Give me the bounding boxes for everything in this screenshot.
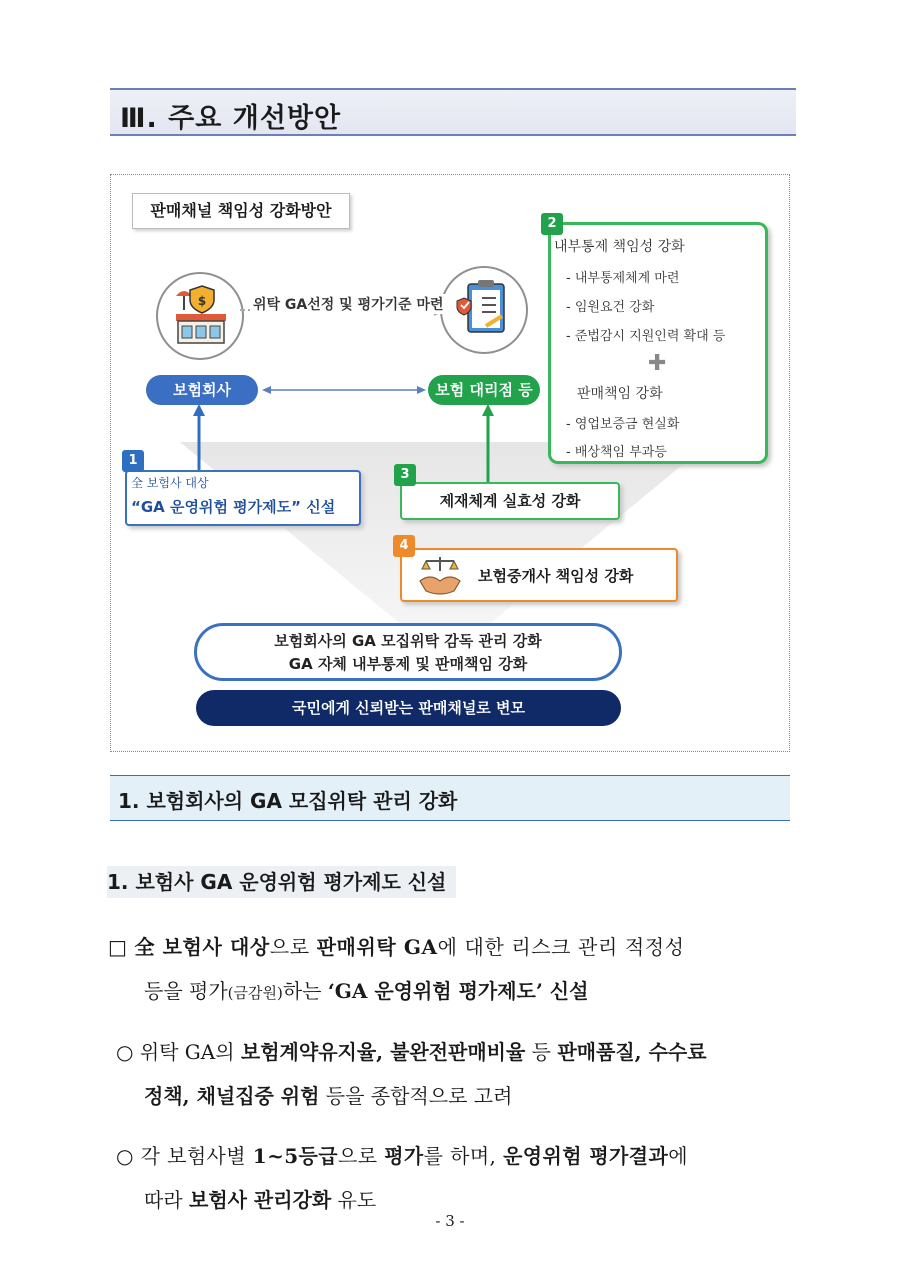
insurer-circle <box>156 272 244 360</box>
box2-item: - 배상책임 부과등 <box>566 445 667 460</box>
plus-icon: ✚ <box>648 351 667 376</box>
diagram-title: 판매채널 책임성 강화방안 <box>132 193 350 229</box>
insurer-pill: 보험회사 <box>146 375 258 405</box>
bidirectional-arrow <box>262 382 426 398</box>
section-title: Ⅲ. 주요 개선방안 <box>120 103 342 134</box>
page-number: - 3 - <box>435 1212 465 1230</box>
box2-item: - 영업보증금 현실화 <box>566 417 680 432</box>
box1-small: 全 보험사 대상 <box>131 476 209 490</box>
agency-circle <box>440 266 528 354</box>
box2-item: - 임원요건 강화 <box>566 300 655 315</box>
bullet-square: □ <box>108 935 128 959</box>
box2-heading2: 판매책임 강화 <box>577 386 663 402</box>
box4-text: 보험중개사 책임성 강화 <box>478 567 634 585</box>
bullet-circle: ○ <box>116 1144 134 1168</box>
paragraph-2: ○ 위탁 GA의 보험계약유지율, 불완전판매비율 등 판매품질, 수수료 정책, 채널집중 위험 등을 종합적으로 고려 <box>116 1040 707 1108</box>
badge-4: 4 <box>393 535 415 557</box>
box2-item: - 내부통제체계 마련 <box>566 271 680 286</box>
up-arrow-1 <box>191 404 207 470</box>
agency-pill: 보험 대리점 등 <box>428 375 540 405</box>
box2-item: - 준법감시 지원인력 확대 등 <box>566 329 726 344</box>
up-arrow-3 <box>480 404 496 482</box>
badge-2: 2 <box>541 213 563 235</box>
clipboard-checklist-icon <box>442 268 526 352</box>
box2-heading1: 내부통제 책임성 강화 <box>554 239 685 255</box>
box1-main: “GA 운영위험 평가제도” 신설 <box>131 498 336 516</box>
item-heading: 1. 보험사 GA 운영위험 평가제도 신설 <box>107 866 456 898</box>
summary-oval <box>194 623 622 681</box>
subsection-heading <box>110 775 790 821</box>
bullet-circle: ○ <box>116 1040 134 1064</box>
box-sanction: 제재체계 실효성 강화 <box>400 482 620 520</box>
handshake-scale-icon <box>416 555 464 597</box>
paragraph-1: □ 全 보험사 대상으로 판매위탁 GA에 대한 리스크 관리 적정성 등을 평가(금감원)하는 ‘GA 운영위험 평가제도’ 신설 <box>108 935 685 1003</box>
subsection-title: 1. 보험회사의 GA 모집위탁 관리 강화 <box>118 789 458 813</box>
paragraph-3: ○ 각 보험사별 1~5등급으로 평가를 하며, 운영위험 평가결과에 따라 보험사 관리강화 유도 <box>116 1144 688 1212</box>
oval-line1: 보험회사의 GA 모집위탁 감독 관리 강화 <box>274 632 542 650</box>
section-heading <box>110 88 796 136</box>
oval-line2: GA 자체 내부통제 및 판매책임 강화 <box>288 655 528 673</box>
badge-3: 3 <box>394 464 416 486</box>
svg-text:$: $ <box>197 294 207 308</box>
badge-1: 1 <box>122 450 144 472</box>
arrow-label: 위탁 GA선정 및 평가기준 마련 <box>250 294 447 314</box>
insurance-building-icon <box>158 274 242 358</box>
result-banner: 국민에게 신뢰받는 판매채널로 변모 <box>196 690 621 726</box>
